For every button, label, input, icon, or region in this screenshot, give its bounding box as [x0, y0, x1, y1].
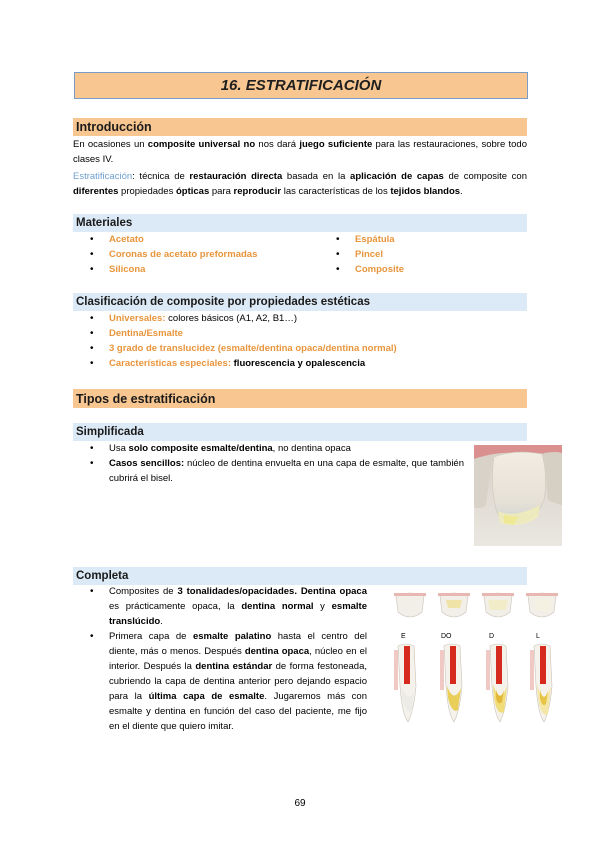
- text-run: : técnica de: [132, 171, 190, 182]
- text-run: Universales:: [109, 313, 166, 324]
- text-run: composite universal no: [147, 139, 256, 150]
- profile-tooth-3: [486, 644, 508, 722]
- profile-tooth-4: [530, 644, 552, 722]
- text-run: dentina normal: [241, 601, 314, 612]
- intro-paragraph-1: [73, 137, 527, 167]
- list-item: [90, 356, 520, 371]
- text-run: basada en la: [282, 171, 351, 182]
- text-run: tejidos blandos: [390, 186, 461, 197]
- list-item: [90, 232, 320, 247]
- text-run: solo composite esmalte/dentina: [128, 443, 273, 454]
- text-run: Dentina/Esmalte: [109, 328, 183, 339]
- list-item: [90, 341, 520, 356]
- text-run: 3 tonalidades/opacidades. Dentina opaca: [177, 586, 367, 597]
- top-tooth-4: [526, 593, 558, 617]
- classification-heading: Clasificación de composite por propiedades estéticas: [73, 293, 527, 311]
- text-run: aplicación de capas: [350, 171, 444, 182]
- text-run: esmalte translúcido: [109, 601, 368, 627]
- text-run: .: [160, 616, 163, 627]
- page-number: 69: [294, 798, 306, 809]
- text-run: propiedades: [118, 186, 176, 197]
- text-run: para: [209, 186, 234, 197]
- text-run: nos dará: [255, 139, 300, 150]
- list-item: [336, 247, 516, 262]
- intro-paragraph-2: [73, 169, 527, 199]
- text-run: esmalte palatino: [192, 631, 272, 642]
- list-item: [90, 629, 367, 734]
- text-run: , no dentina opaca: [272, 443, 351, 454]
- text-run: fluorescencia y opalescencia: [231, 358, 366, 369]
- text-run: reproducir: [233, 186, 282, 197]
- list-item-label: Pincel: [355, 249, 383, 260]
- list-item-label: Coronas de acetato preformadas: [109, 249, 258, 260]
- text-run: es prácticamente opaca, la: [109, 601, 242, 612]
- simplified-heading: Simplificada: [73, 423, 527, 441]
- layering-diagram: [384, 586, 569, 728]
- text-run: Usa: [109, 443, 129, 454]
- text-run: Características especiales:: [109, 358, 231, 369]
- intro-heading: Introducción: [73, 118, 527, 136]
- list-item-label: Silicona: [109, 264, 146, 275]
- text-run: dentina opaca: [244, 646, 310, 657]
- complete-heading: Completa: [73, 567, 527, 585]
- text-run: 3 grado de translucidez (esmalte/dentina opaca/dentina normal): [109, 343, 397, 354]
- list-item: [90, 584, 367, 629]
- text-run: . Jugaremos más con esmalte y dentina en función del caso del paciente, me fijo en el diente que quiero imitar.: [109, 691, 367, 732]
- text-run: dentina estándar: [195, 661, 273, 672]
- list-item: [90, 311, 520, 326]
- page-title-box: [74, 72, 528, 99]
- list-item: [90, 326, 520, 341]
- top-tooth-2: [438, 593, 470, 617]
- materials-list-right: [336, 232, 516, 277]
- text-run: juego suficiente: [299, 139, 373, 150]
- types-heading: Tipos de estratificación: [73, 389, 527, 408]
- simplified-list: [90, 441, 464, 486]
- text-run: de composite con: [443, 171, 527, 182]
- profile-tooth-1: [394, 644, 416, 722]
- top-tooth-1: [394, 593, 426, 617]
- text-run: diferentes: [73, 186, 119, 197]
- text-run: para las restauraciones, sobre todo clases IV.: [73, 139, 527, 165]
- list-item: [336, 232, 516, 247]
- list-item-label: Acetato: [109, 234, 144, 245]
- top-tooth-3: [482, 593, 514, 617]
- list-item-label: Composite: [355, 264, 405, 275]
- text-run: Primera capa de: [109, 631, 193, 642]
- diagram-label-d: D: [489, 633, 495, 640]
- text-run: restauración directa: [189, 171, 283, 182]
- list-item: [90, 441, 464, 456]
- text-run: núcleo de dentina envuelta en una capa de esmalte, que también cubrirá el bisel.: [109, 458, 464, 484]
- text-run: .: [460, 186, 463, 197]
- text-run: , núcleo en el interior. Después la: [109, 646, 368, 672]
- profile-tooth-2: [440, 644, 462, 722]
- list-item: [90, 262, 320, 277]
- text-run: ópticas: [175, 186, 210, 197]
- text-run: de forma festoneada, cubriendo la capa de dentina anterior pero dejando espacio para la: [109, 661, 367, 702]
- materials-heading: Materiales: [73, 214, 527, 232]
- text-run: En ocasiones un: [73, 139, 148, 150]
- materials-list-left: [90, 232, 320, 277]
- page-title: 16. ESTRATIFICACIÓN: [220, 77, 382, 94]
- list-item: [90, 247, 320, 262]
- text-run: colores básicos (A1, A2, B1…): [165, 313, 297, 324]
- tooth-photo: [474, 445, 562, 546]
- list-item: [90, 456, 464, 486]
- diagram-label-do: DO: [441, 633, 452, 640]
- text-run: las características de los: [281, 186, 391, 197]
- diagram-label-l: L: [536, 633, 540, 640]
- text-run: Casos sencillos:: [109, 458, 185, 469]
- list-item-label: Espátula: [355, 234, 395, 245]
- complete-list: [90, 584, 367, 734]
- text-run: hasta el centro del diente, más o menos. Después: [109, 631, 367, 657]
- diagram-label-e: E: [401, 633, 406, 640]
- text-run: Composites de: [109, 586, 178, 597]
- text-run: última capa de esmalte: [148, 691, 265, 702]
- list-item: [336, 262, 516, 277]
- classification-list: [90, 311, 520, 371]
- text-run: Estratificación: [73, 171, 133, 182]
- text-run: y: [313, 601, 332, 612]
